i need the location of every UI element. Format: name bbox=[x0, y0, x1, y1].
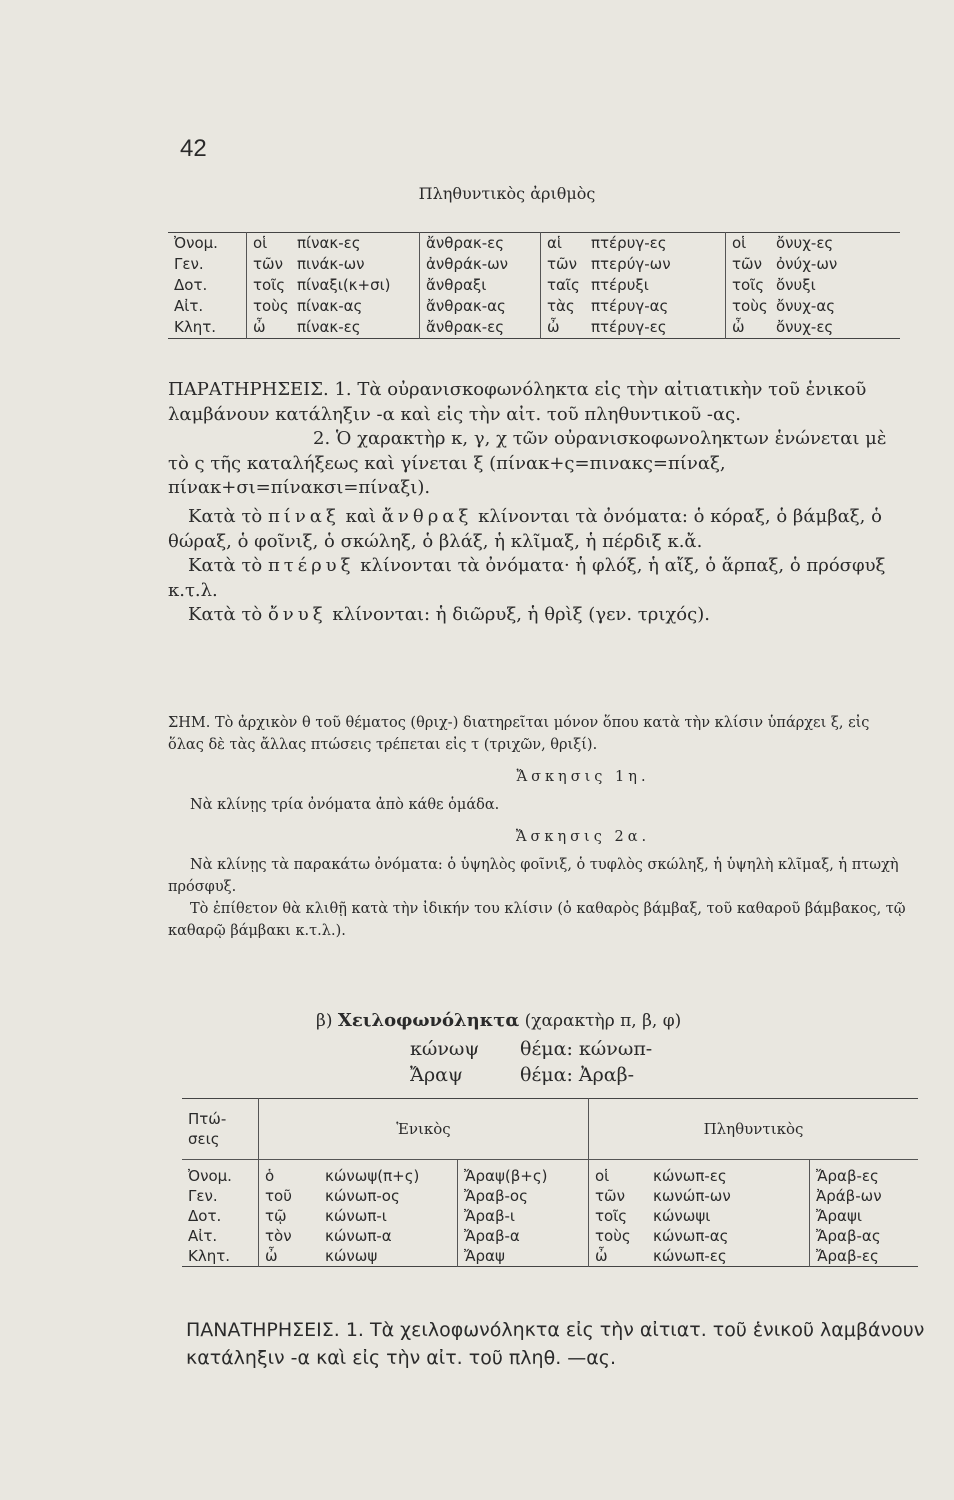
page-number: 42 bbox=[180, 135, 207, 162]
form-cell: Ἄραψ bbox=[458, 1246, 589, 1267]
notes-block bbox=[168, 712, 908, 942]
remark-4: Κατὰ τὸ πτέρυξ κλίνονται τὰ ὀνόματα· ἡ φλόξ, ἡ αἴξ, ὁ ἅρπαξ, ὁ πρόσφυξ κ.τ.λ. bbox=[168, 555, 886, 601]
form-cell bbox=[541, 275, 726, 296]
stem-1: κώνωψ θέμα: κώνωπ- bbox=[410, 1038, 653, 1060]
form-cell: Ἄραβ-ι bbox=[458, 1206, 589, 1226]
form-cell: κώνωπ-ες bbox=[647, 1246, 810, 1267]
article: τῶν bbox=[253, 255, 283, 273]
case-cell: Γεν. bbox=[168, 254, 247, 275]
form-cell: κώνωψ bbox=[319, 1246, 458, 1267]
form-cell: ἄνθραξι bbox=[420, 275, 541, 296]
form: ὄνυξι bbox=[776, 276, 816, 294]
remark-5: Κατὰ τὸ ὄνυξ κλίνονται: ἡ διῶρυξ, ἡ θρὶξ (γεν. τριχός). bbox=[188, 604, 710, 626]
plural-declension-table bbox=[168, 232, 900, 339]
article-cell: ὦ bbox=[595, 1247, 608, 1265]
form-cell: Ἀράβ-ων bbox=[816, 1187, 882, 1205]
form: πτέρυγ-ες bbox=[591, 318, 667, 336]
form-cell: κωνώπ-ων bbox=[647, 1186, 810, 1206]
article: τῶν bbox=[547, 255, 577, 273]
remarks-block bbox=[168, 378, 908, 628]
table-row bbox=[168, 275, 900, 296]
article-cell: τοῖς bbox=[595, 1207, 628, 1225]
labial-declension-table bbox=[182, 1098, 918, 1267]
note: ΣΗΜ. Τὸ ἀρχικὸν θ τοῦ θέματος (θριχ-) διατηρεῖται μόνον ὅπου κατὰ τὴν κλίσιν ὑπάρχει ξ, εἰς ὅλας δὲ τὰς ἄλλας πτώσεις τρέπεται εἰς τ (τριχῶν, θριξί). bbox=[168, 715, 870, 753]
table-row bbox=[168, 296, 900, 317]
case-cell: Κλητ. bbox=[182, 1246, 259, 1267]
table-row bbox=[182, 1160, 918, 1187]
article: ὦ bbox=[732, 318, 745, 336]
form: ὀνύχ-ων bbox=[776, 255, 838, 273]
table-row bbox=[182, 1226, 918, 1246]
article: τοῖς bbox=[253, 276, 286, 294]
case-cell: Ὀνομ. bbox=[182, 1160, 259, 1187]
article-cell: τοῦ bbox=[265, 1187, 292, 1205]
article: τῶν bbox=[732, 255, 762, 273]
form: ὄνυχ-ες bbox=[776, 318, 834, 336]
form-cell: Ἄραβ-ες bbox=[816, 1167, 879, 1185]
form: πτέρυξι bbox=[591, 276, 649, 294]
form-cell: ἄνθρακ-ες bbox=[420, 317, 541, 339]
form: πίναξι(κ+σι) bbox=[297, 276, 391, 294]
form-cell: κώνωψι bbox=[647, 1206, 810, 1226]
article: αἱ bbox=[547, 234, 562, 252]
form-cell: Ἄραψι bbox=[816, 1207, 862, 1225]
form-cell: κώνωπ-ι bbox=[319, 1206, 458, 1226]
article-cell: τοὺς bbox=[595, 1227, 631, 1245]
form-cell: Ἄραβ-ας bbox=[816, 1227, 881, 1245]
form-cell: Ἄραψ(β+ς) bbox=[458, 1160, 589, 1187]
form-cell: Ἄραβ-ες bbox=[816, 1247, 879, 1265]
form-cell bbox=[541, 233, 726, 255]
table-row bbox=[168, 254, 900, 275]
form-cell: κώνωπ-ες bbox=[647, 1160, 810, 1187]
case-cell: Δοτ. bbox=[182, 1206, 259, 1226]
form-cell bbox=[247, 317, 420, 339]
stem-2: Ἄραψ θέμα: Ἀραβ- bbox=[410, 1064, 635, 1086]
header-cases: Πτώ-σεις bbox=[182, 1099, 259, 1160]
article: οἱ bbox=[732, 234, 747, 252]
form-cell: Ἄραβ-α bbox=[458, 1226, 589, 1246]
form: ὄνυχ-ας bbox=[776, 297, 836, 315]
exercise-2-text-1: Νὰ κλίνῃς τὰ παρακάτω ὀνόματα: ὁ ὑψηλὸς φοῖνιξ, ὁ τυφλὸς σκώληξ, ἡ ὑψηλὴ κλῖμαξ, ἡ πτωχὴ πρόσφυξ. bbox=[168, 857, 899, 895]
article: τοῖς bbox=[732, 276, 765, 294]
form-cell: κώνωπ-ος bbox=[319, 1186, 458, 1206]
section-b-name: Χειλοφωνόληκτα bbox=[337, 1010, 520, 1031]
form-cell: ἄνθρακ-ας bbox=[420, 296, 541, 317]
case-cell: Δοτ. bbox=[168, 275, 247, 296]
article-cell: τῷ bbox=[265, 1207, 287, 1225]
form-cell: ἄνθρακ-ες bbox=[420, 233, 541, 255]
section-b-heading: β) Χειλοφωνόληκτα (χαρακτὴρ π, β, φ) bbox=[316, 1010, 682, 1031]
article: τὰς bbox=[547, 297, 575, 315]
exercise-2-text-2: Τὸ ἐπίθετον θὰ κλιθῇ κατὰ τὴν ἰδικήν του κλίσιν (ὁ καθαρὸς βάμβαξ, τοῦ καθαροῦ βάμβακος, τῷ καθαρῷ βάμβακι κ.τ.λ.). bbox=[168, 901, 906, 939]
header-plural: Πληθυντικὸς bbox=[589, 1099, 919, 1160]
table-row bbox=[168, 317, 900, 339]
table-row bbox=[182, 1246, 918, 1267]
form-cell bbox=[541, 317, 726, 339]
bottom-remark: ΠΑΝΑΤΗΡΗΣΕΙΣ. 1. Τὰ χειλοφωνόληκτα εἰς τὴν αἰτιατ. τοῦ ἑνικοῦ λαμβάνουν κατάληξιν -α καὶ εἰς τὴν αἰτ. τοῦ πληθ. —ας. bbox=[186, 1319, 925, 1369]
case-cell: Γεν. bbox=[182, 1186, 259, 1206]
table-row bbox=[182, 1186, 918, 1206]
article: τοὺς bbox=[732, 297, 768, 315]
form-cell: κώνωψ(π+ς) bbox=[319, 1160, 458, 1187]
case-cell: Αἰτ. bbox=[168, 296, 247, 317]
case-cell: Ὀνομ. bbox=[168, 233, 247, 255]
form-cell: κώνωπ-ας bbox=[647, 1226, 810, 1246]
form-cell bbox=[247, 254, 420, 275]
article-cell: ὁ bbox=[265, 1167, 275, 1185]
form: πίνακ-ας bbox=[297, 297, 363, 315]
form-cell bbox=[247, 275, 420, 296]
remark-3: Κατὰ τὸ πίναξ καὶ ἄνθραξ κλίνονται τὰ ὀνόματα: ὁ κόραξ, ὁ βάμβαξ, ὁ θώραξ, ὁ φοῖνιξ, ὁ σκώληξ, ὁ βλάξ, ἡ κλῖμαξ, ἡ πέρδιξ κ.ἄ. bbox=[168, 505, 882, 552]
form: πτέρυγ-ες bbox=[591, 234, 667, 252]
form-cell bbox=[247, 296, 420, 317]
form-cell bbox=[726, 233, 901, 255]
header-singular: Ἑνικὸς bbox=[259, 1099, 589, 1160]
article-cell: τὸν bbox=[265, 1227, 292, 1245]
form-cell bbox=[541, 254, 726, 275]
form-cell: ἀνθράκ-ων bbox=[420, 254, 541, 275]
form-cell bbox=[247, 233, 420, 255]
form-cell bbox=[541, 296, 726, 317]
form: πινάκ-ων bbox=[297, 255, 365, 273]
table-row bbox=[182, 1206, 918, 1226]
article-cell: ὦ bbox=[265, 1247, 278, 1265]
article-cell: οἱ bbox=[595, 1167, 610, 1185]
form: ὄνυχ-ες bbox=[776, 234, 834, 252]
remark-2: 2. Ὁ χαρακτὴρ κ, γ, χ τῶν οὐρανισκοφωνοληκτων ἑνώνεται μὲ τὸ ς τῆς καταλήξεως καὶ γίνεται ξ (πίνακ+ς=πινακς=πίναξ, πίνακ+σι=πίνακσι=πίναξι). bbox=[168, 428, 887, 499]
form-cell bbox=[726, 254, 901, 275]
plural-title: Πληθυντικὸς ἀριθμὸς bbox=[418, 184, 596, 203]
form: πτέρυγ-ας bbox=[591, 297, 669, 315]
form-cell: κώνωπ-α bbox=[319, 1226, 458, 1246]
form-cell bbox=[726, 317, 901, 339]
article: οἱ bbox=[253, 234, 268, 252]
article: ὦ bbox=[253, 318, 266, 336]
article: ὦ bbox=[547, 318, 560, 336]
case-cell: Αἰτ. bbox=[182, 1226, 259, 1246]
form-cell: Ἄραβ-ος bbox=[458, 1186, 589, 1206]
form-cell bbox=[726, 296, 901, 317]
form: πτερύγ-ων bbox=[591, 255, 671, 273]
form: πίνακ-ες bbox=[297, 318, 361, 336]
article: ταῖς bbox=[547, 276, 580, 294]
case-cell: Κλητ. bbox=[168, 317, 247, 339]
exercise-1-title: Ἄσκησις 1η. bbox=[516, 769, 650, 785]
table-row bbox=[168, 233, 900, 255]
remark-1: ΠΑΡΑΤΗΡΗΣΕΙΣ. 1. Τὰ οὐρανισκοφωνόληκτα εἰς τὴν αἰτιατικὴν τοῦ ἑνικοῦ λαμβάνουν κατάληξιν -α καὶ εἰς τὴν αἰτ. τοῦ πληθυντικοῦ -ας. bbox=[168, 379, 867, 425]
form-cell bbox=[726, 275, 901, 296]
table-header bbox=[182, 1099, 918, 1160]
article: τοὺς bbox=[253, 297, 289, 315]
exercise-2-title: Ἄσκησις 2α. bbox=[515, 829, 651, 845]
article-cell: τῶν bbox=[595, 1187, 625, 1205]
exercise-1-text: Νὰ κλίνῃς τρία ὀνόματα ἀπὸ κάθε ὁμάδα. bbox=[190, 797, 500, 813]
form: πίνακ-ες bbox=[297, 234, 361, 252]
